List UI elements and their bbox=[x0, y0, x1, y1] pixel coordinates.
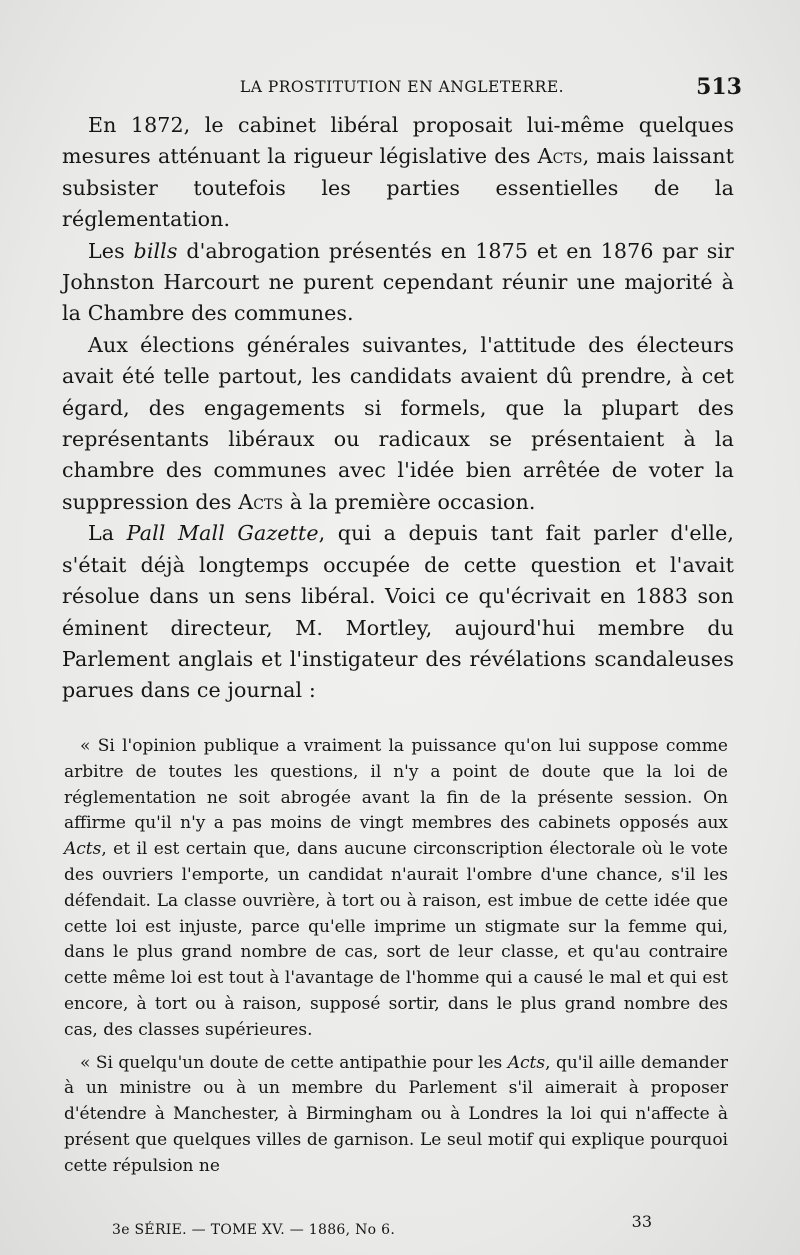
acts-term: Acts bbox=[537, 144, 583, 169]
body-text bbox=[62, 110, 734, 707]
signature-mark: 33 bbox=[631, 1212, 652, 1231]
paragraph-4: La Pall Mall Gazette, qui a depuis tant fait parler d'elle, s'était déjà longtemps occupée de cette question et l'avait résolue dans un sens libéral. Voici ce qu'écrivait en 1883 son éminent directeur, M. Mortley, aujourd'hui membre du Parlement anglais et l'instigateur des révélations scandaleuses parues dans ce journal : bbox=[62, 521, 734, 703]
paragraph-3: Aux élections générales suivantes, l'attitude des électeurs avait été telle partout, les candidats avaient dû prendre, à cet égard, des engagements si formels, que la plupart des représentants libéraux ou radicaux se présentaient à la chambre des communes avec l'idée bien arrêtée de voter la suppression des Acts à la première occasion. bbox=[62, 332, 734, 514]
quote-paragraph-1: « Si l'opinion publique a vraiment la puissance qu'on lui suppose comme arbitre de toutes les questions, il n'y a point de doute que la loi de réglementation ne soit abrogée avant la fin de la présente session. On affirme qu'il n'y a pas moins de vingt membres des cabinets opposés aux Acts, et il est certain que, dans aucune circonscription électorale où le vote des ouvriers l'emporte, un candidat n'aurait l'ombre d'une chance, s'il les défendait. La classe ouvrière, à tort ou à raison, est imbue de cette idée que cette loi est injuste, parce qu'elle imprime un stigmate sur la femme qui, dans le plus grand nombre de cas, sort de leur classe, et qu'au contraire cette même loi est tout à l'avantage de l'homme qui a causé le mal et qui est encore, à tort ou à raison, supposé sortir, dans le plus grand nombre des cas, des classes supérieures. bbox=[64, 736, 728, 1040]
acts-term: Acts bbox=[64, 839, 102, 860]
paragraph-2: Les bills d'abrogation présentés en 1875 et en 1876 par sir Johnston Harcourt ne purent cependant réunir une majorité à la Chambre des communes. bbox=[62, 238, 734, 326]
acts-term: Acts bbox=[238, 489, 284, 514]
running-title: LA PROSTITUTION EN ANGLETERRE. bbox=[239, 78, 565, 96]
bills-term: bills bbox=[133, 238, 178, 263]
journal-title: Pall Mall Gazette bbox=[126, 521, 319, 546]
quote-paragraph-2: « Si quelqu'un doute de cette antipathie pour les Acts, qu'il aille demander à un ministre ou à un membre du Parlement s'il aimerait à proposer d'étendre à Manchester, à Birmingham ou à Londres la loi qui n'affecte à présent que quelques villes de garnison. Le seul motif qui explique pourquoi cette répulsion ne bbox=[64, 1052, 728, 1176]
running-header bbox=[62, 74, 742, 104]
series-line: 3e SÉRIE. — TOME XV. — 1886, No 6. bbox=[112, 1222, 396, 1238]
acts-term: Acts bbox=[507, 1052, 546, 1073]
block-quote bbox=[64, 734, 728, 1180]
page-number: 513 bbox=[696, 74, 742, 100]
paragraph-1: En 1872, le cabinet libéral proposait lui-même quelques mesures atténuant la rigueur législative des Acts, mais laissant subsister toutefois les parties essentielles de la réglementation. bbox=[62, 113, 734, 232]
page-footer bbox=[112, 1212, 652, 1242]
